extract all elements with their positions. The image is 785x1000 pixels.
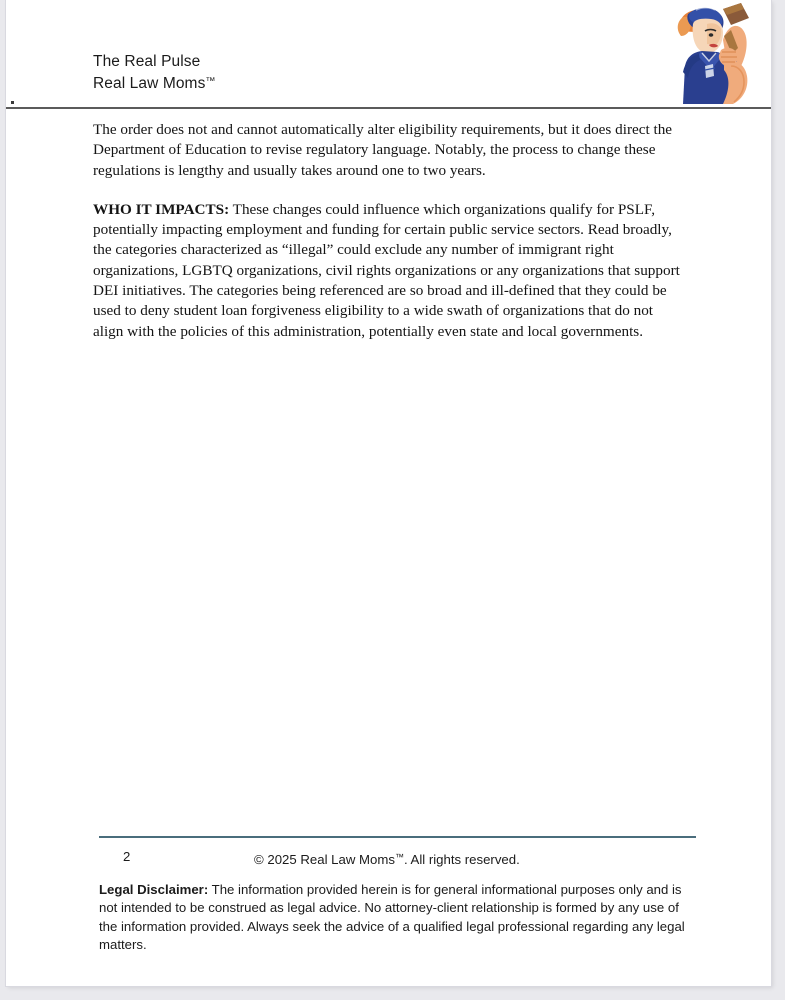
body-paragraph-2 [93, 200, 685, 342]
masthead-title [93, 52, 215, 93]
page-number: 2 [123, 849, 131, 864]
legal-disclaimer-heading: Legal Disclaimer: [99, 882, 209, 897]
who-it-impacts-heading: WHO IT IMPACTS: [93, 200, 230, 218]
document-body [93, 120, 685, 361]
copyright-notice [254, 847, 520, 870]
body-paragraph-1: The order does not and cannot automatically alter eligibility requirements, but it does direct the Department of Education to revise regulatory language. Notably, the process to change these regulations is lengthy and usually takes around one to two years. [93, 121, 673, 179]
footer-divider-rule [99, 836, 696, 838]
copyright-prefix: © 2025 Real Law Moms [254, 852, 395, 867]
trademark-symbol: ™ [205, 75, 216, 87]
page-footer [99, 847, 699, 867]
page-artifact-speck [11, 101, 14, 104]
header-divider-rule [6, 107, 771, 109]
document-page [6, 0, 771, 986]
legal-disclaimer [99, 881, 699, 955]
masthead-title-line1: The Real Pulse [93, 53, 201, 70]
masthead-title-line2 [93, 72, 215, 94]
copyright-trademark-symbol: ™ [394, 852, 404, 862]
page-header [6, 0, 771, 108]
rosie-the-riveter-gavel-logo [661, 0, 761, 104]
who-it-impacts-text: These changes could influence which organizations qualify for PSLF, potentially impacting employment and funding for certain public service sectors. Read broadly, the categories characterized as “illegal” could exclude any number of immigrant right organizations, LGBTQ organizations, civil rights organizations or any organizations that support DEI initiatives. The categories being referenced are so broad and ill-defined that they could be used to deny student loan forgiveness eligibility to a wide swath of organizations that do not align with the policies of this administration, potentially even state and local governments. [93, 200, 680, 340]
legal-disclaimer-text: The information provided herein is for general informational purposes only and is not intended to be construed as legal advice. No attorney-client relationship is formed by any use of the information provided. Always seek the advice of a qualified legal professional regarding any legal matters. [99, 882, 685, 953]
copyright-suffix: . All rights reserved. [403, 852, 520, 867]
masthead-brand-name: Real Law Moms [93, 74, 206, 92]
